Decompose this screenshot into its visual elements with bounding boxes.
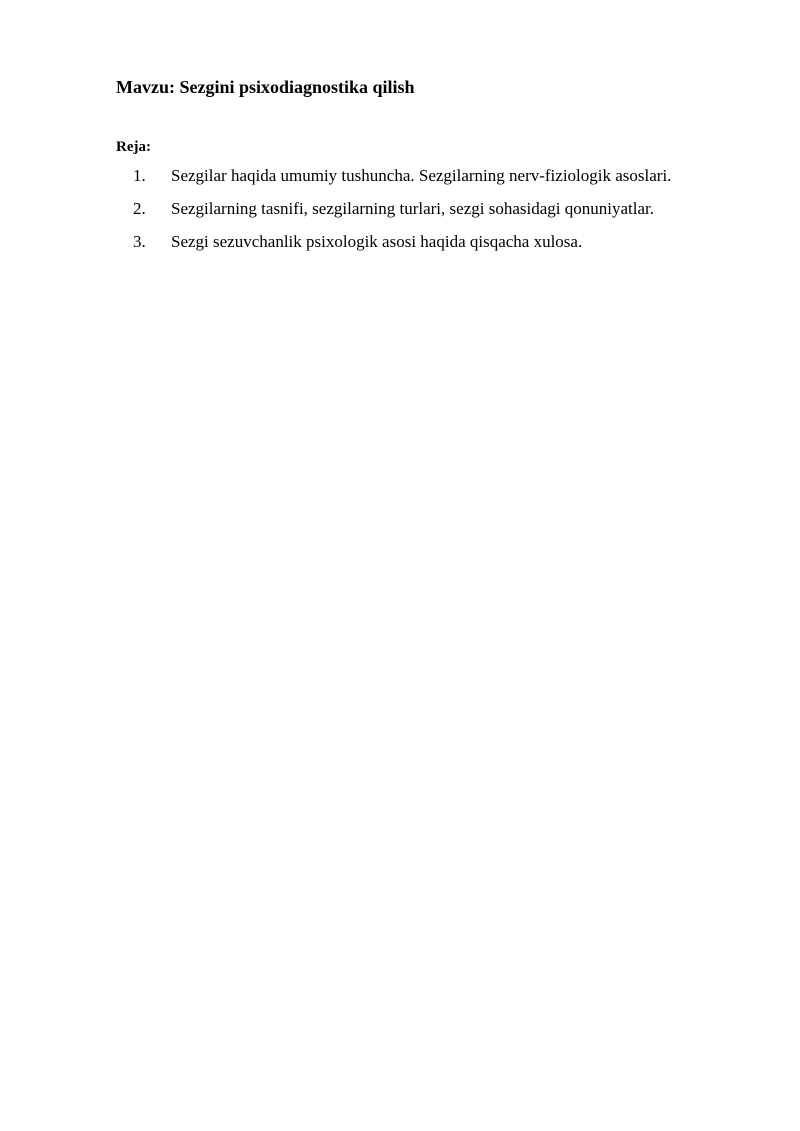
plan-item	[116, 231, 756, 264]
plan-item-text: Sezgi sezuvchanlik psixologik asosi haqida qisqacha xulosa.	[171, 232, 583, 251]
plan-item-text: Sezgilarning tasnifi, sezgilarning turlari, sezgi sohasidagi qonuniyatlar.	[171, 199, 654, 218]
plan-item	[116, 198, 756, 231]
plan-item-number: 1.	[133, 166, 146, 185]
plan-label: Reja:	[116, 139, 151, 155]
document-title: Mavzu: Sezgini psixodiagnostika qilish	[116, 77, 415, 97]
plan-item	[116, 165, 756, 198]
plan-item-number: 2.	[133, 199, 146, 218]
plan-item-text: Sezgilar haqida umumiy tushuncha. Sezgilarning nerv-fiziologik asoslari.	[171, 166, 672, 185]
plan-item-number: 3.	[133, 232, 146, 251]
plan-list	[116, 165, 756, 264]
